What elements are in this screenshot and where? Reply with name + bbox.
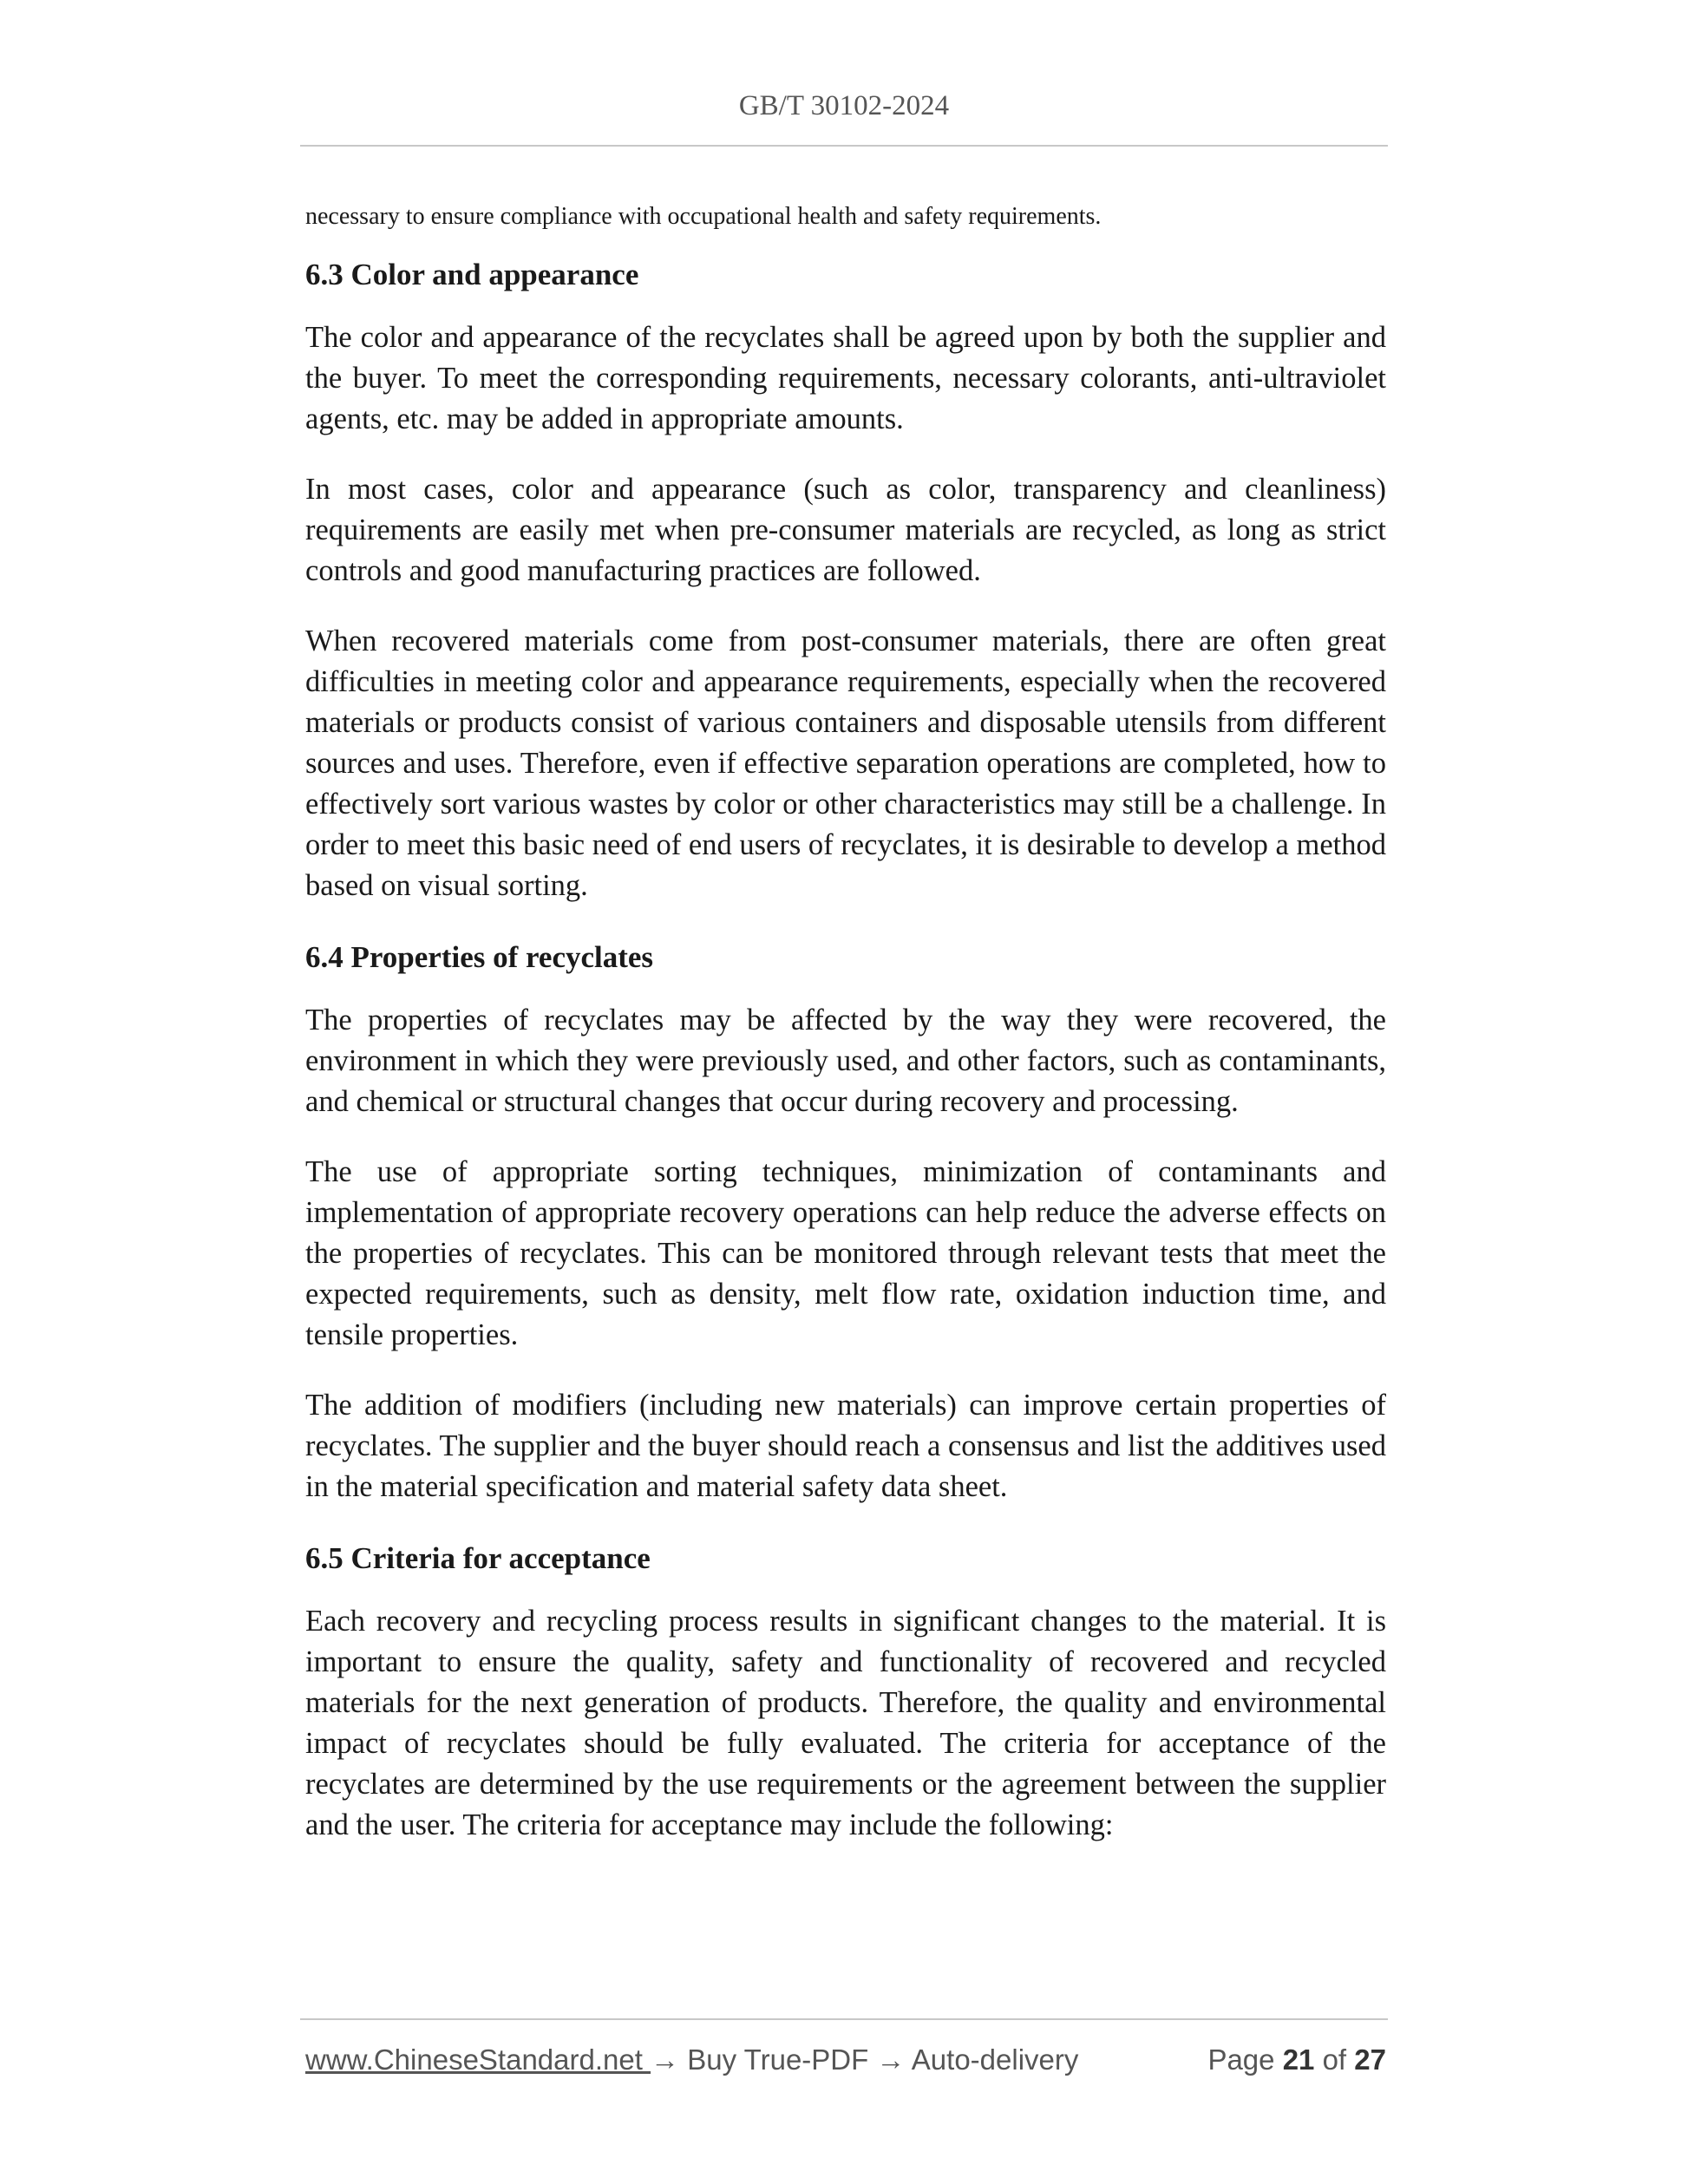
- page-number: 21: [1282, 2043, 1315, 2076]
- paragraph: When recovered materials come from post-consumer materials, there are often great difficulties in meeting color and appearance requirements, especially when the recovered materials or products consist of various containers and disposable utensils from different sources and uses. Therefore, even if effective separation operations are completed, how to effectively sort various wastes by color or other characteristics may still be a challenge. In order to meet this basic need of end users of recyclates, it is desirable to develop a method based on visual sorting.: [305, 624, 1386, 902]
- buy-pdf-text: Buy True-PDF: [679, 2043, 877, 2076]
- page-label: Page: [1207, 2043, 1275, 2076]
- paragraph: The use of appropriate sorting techniques, minimization of contaminants and implementation of appropriate recovery operations can help reduce the adverse effects on the properties of recyclates. This can be monitored through relevant tests that meet the expected requirements, such as density, melt flow rate, oxidation induction time, and tensile properties.: [305, 1155, 1386, 1351]
- section-heading: 6.5 Criteria for acceptance: [305, 1541, 651, 1575]
- footer-divider: [300, 2018, 1388, 2020]
- paragraph: The color and appearance of the recyclates shall be agreed upon by both the supplier and the buyer. To meet the corresponding requirements, necessary colorants, anti-ultraviolet agents, etc. may be added in appropriate amounts.: [305, 321, 1386, 435]
- paragraph: The properties of recyclates may be affected by the way they were recovered, the environment in which they were previously used, and other factors, such as contaminants, and chemical or structural changes that occur during recovery and processing.: [305, 1004, 1386, 1118]
- section-6-3: [305, 253, 1386, 906]
- section-6-4: [305, 936, 1386, 1507]
- footer-links: [305, 2038, 1078, 2082]
- paragraph: In most cases, color and appearance (such as color, transparency and cleanliness) requirements are easily met when pre-consumer materials are recycled, as long as strict controls and good manufacturing practices are followed.: [305, 473, 1386, 587]
- arrow-right-icon: →: [651, 2043, 680, 2076]
- chinesestandard-link[interactable]: www.ChineseStandard.net: [305, 2043, 651, 2076]
- page-content: [305, 198, 1386, 1875]
- intro-paragraph: necessary to ensure compliance with occupational health and safety requirements.: [305, 203, 1102, 230]
- page-header: GB/T 30102-2024: [738, 90, 950, 121]
- section-heading: 6.3 Color and appearance: [305, 258, 639, 291]
- section-6-5: [305, 1537, 1386, 1846]
- section-heading: 6.4 Properties of recyclates: [305, 940, 654, 974]
- header-divider: [300, 145, 1388, 147]
- page-indicator: [1207, 2038, 1386, 2082]
- auto-delivery-text: Auto-delivery: [905, 2043, 1079, 2076]
- paragraph: Each recovery and recycling process results in significant changes to the material. It is important to ensure the quality, safety and functionality of recovered and recycled materials for the next generation of products. Therefore, the quality and environmental impact of recyclates should be fully evaluated. The criteria for acceptance of the recyclates are determined by the use requirements or the agreement between the supplier and the user. The criteria for acceptance may include the following:: [305, 1605, 1386, 1841]
- arrow-right-icon: →: [876, 2043, 906, 2076]
- page-total: 27: [1354, 2043, 1386, 2076]
- paragraph: The addition of modifiers (including new materials) can improve certain properties of recyclates. The supplier and the buyer should reach a consensus and list the additives used in the material specification and material safety data sheet.: [305, 1389, 1386, 1503]
- of-label: of: [1322, 2043, 1347, 2076]
